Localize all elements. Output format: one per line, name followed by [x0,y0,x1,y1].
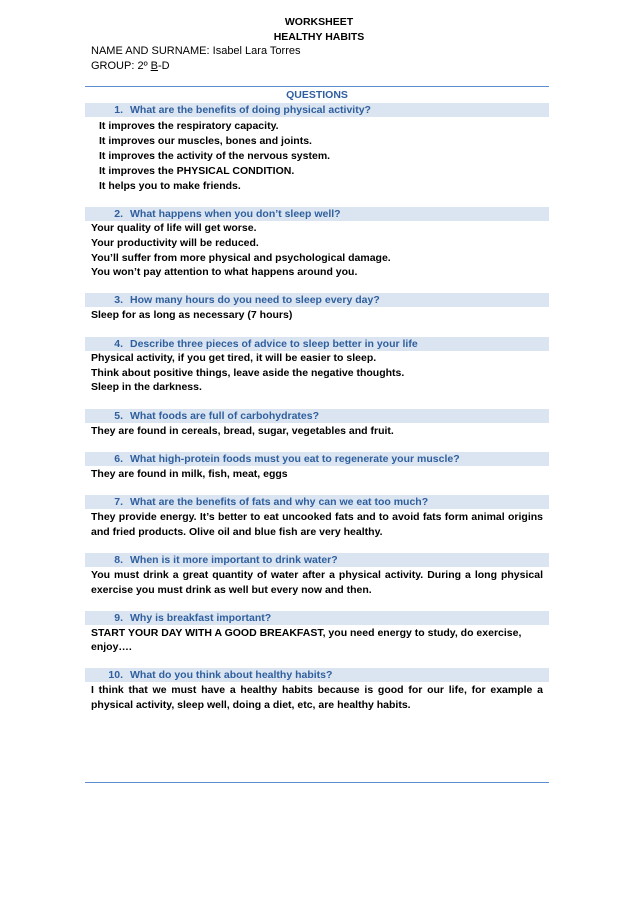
question-1 [85,103,549,117]
question-number: 1. [114,104,123,116]
bottom-divider [85,782,549,783]
question-4 [85,337,549,351]
question-text: Why is breakfast important? [130,612,272,624]
question-text: Describe three pieces of advice to sleep better in your life [130,338,418,350]
question-number: 5. [114,410,123,422]
worksheet-subtitle: HEALTHY HABITS [273,31,365,43]
answer-2-line-1: Your quality of life will get worse. [91,222,257,234]
answer-2-line-4: You won’t pay attention to what happens around you. [91,266,358,278]
group-suffix: -D [158,60,170,72]
answer-1-line-2: It improves our muscles, bones and joints. [99,135,312,147]
question-number: 8. [114,554,123,566]
question-text: What happens when you don’t sleep well? [130,208,341,220]
question-10 [85,668,549,682]
question-text: What are the benefits of fats and why can we eat too much? [130,496,429,508]
answer-4-line-3: Sleep in the darkness. [91,381,202,393]
question-3 [85,293,549,307]
answer-3-line-1: Sleep for as long as necessary (7 hours) [91,309,293,321]
answer-2-line-2: Your productivity will be reduced. [91,237,259,249]
question-text: What high-protein foods must you eat to regenerate your muscle? [130,453,460,465]
question-9 [85,611,549,625]
question-number: 7. [114,496,123,508]
worksheet-title: WORKSHEET [284,16,354,28]
question-text: What do you think about healthy habits? [130,669,333,681]
answer-6-line-1: They are found in milk, fish, meat, eggs [91,468,288,480]
question-number: 10. [108,669,123,681]
student-name: Isabel Lara Torres [212,45,301,57]
answer-9-line-1: START YOUR DAY WITH A GOOD BREAKFAST, you need energy to study, do exercise, [91,627,522,639]
question-6 [85,452,549,466]
group-letter: B [150,60,158,72]
answer-4-line-1: Physical activity, if you get tired, it will be easier to sleep. [91,352,377,364]
answer-2-line-3: You’ll suffer from more physical and psychological damage. [91,252,391,264]
answer-9-line-2: enjoy…. [91,641,132,653]
question-text: When is it more important to drink water? [130,554,338,566]
answer-4-line-2: Think about positive things, leave aside the negative thoughts. [91,367,405,379]
answer-10: I think that we must have a healthy habits because is good for our life, for example a physical activity, sleep well, doing a diet, etc, are healthy habits. [91,684,543,711]
top-divider [85,86,549,87]
answer-1-line-4: It improves the PHYSICAL CONDITION. [99,165,295,177]
question-7 [85,495,549,509]
group-prefix: 2º [137,60,151,72]
question-text: What foods are full of carbohydrates? [130,410,320,422]
question-number: 9. [114,612,123,624]
name-line [91,44,301,58]
questions-heading: QUESTIONS [286,89,348,101]
question-text: What are the benefits of doing physical activity? [130,104,371,116]
answer-5-line-1: They are found in cereals, bread, sugar, vegetables and fruit. [91,425,394,437]
question-number: 4. [114,338,123,350]
answer-1-line-1: It improves the respiratory capacity. [99,120,279,132]
answer-1-line-3: It improves the activity of the nervous system. [99,150,331,162]
question-number: 2. [114,208,123,220]
question-8 [85,553,549,567]
answer-7: They provide energy. It’s better to eat uncooked fats and to avoid fats form animal origins and fried products. Olive oil and blue fish are very healthy. [91,511,543,538]
question-5 [85,409,549,423]
group-line [91,59,170,73]
question-number: 6. [114,453,123,465]
answer-8: You must drink a great quantity of water after a physical activity. During a long physical exercise you must drink as well but every now and then. [91,569,543,596]
question-2 [85,207,549,221]
question-text: How many hours do you need to sleep every day? [130,294,380,306]
answer-1-line-5: It helps you to make friends. [99,180,241,192]
question-number: 3. [114,294,123,306]
group-label: GROUP: [91,60,138,72]
name-label: NAME AND SURNAME: [91,45,213,57]
